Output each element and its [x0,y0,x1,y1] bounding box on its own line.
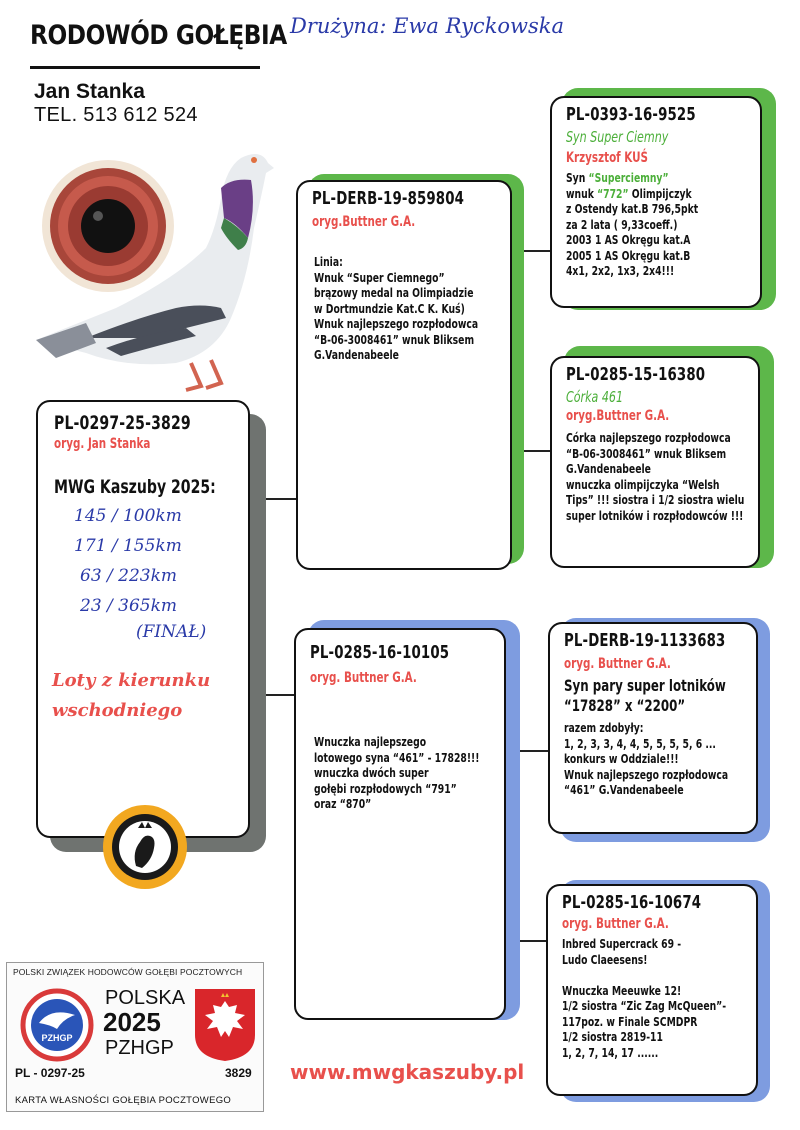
fm-line: Tips” !!! siostra i 1/2 siostra wielu [566,492,745,507]
main-bird-card [36,400,250,838]
ff-breeder: Krzysztof KUŚ [566,150,649,166]
father-line: Linia: [314,254,343,269]
mf-description [564,720,728,798]
title-underline [30,66,260,69]
main-note-line2: wschodniego [52,700,183,721]
mother-line: gołębi rozpłodowych “791” [314,780,457,796]
polish-eagle-emblem [193,987,257,1063]
main-result-3: 63 / 223km [80,566,178,586]
paternal-grandfather-card [550,96,762,308]
fm-ring-number: PL-0285-15-16380 [566,364,706,385]
fm-origin: oryg.Buttner G.A. [566,408,670,424]
ff-line: z Ostendy kat.B 796,5pkt [566,201,699,216]
mf-ring-number: PL-DERB-19-1133683 [564,630,726,651]
club-seal-logo [102,804,188,890]
fm-line: super lotników i rozpłodowców !!! [566,507,744,523]
maternal-grandmother-card [546,884,758,1096]
pigeon-eye-image [42,160,174,292]
ff-line-1 [566,170,698,186]
ff-highlight: “772” [597,185,629,201]
main-result-2: 171 / 155km [74,536,182,556]
mf-headline [564,676,726,716]
fm-line: G.Vandenabeele [566,461,651,476]
mm-line: 1/2 siostra 2819-11 [562,1029,663,1044]
ff-highlight: “Superciemny” [588,170,669,185]
fm-description [566,430,744,523]
mf-line: razem zdobyły: [564,720,644,735]
ownership-country: POLSKA [105,987,186,1009]
ownership-org: PZHGP [105,1037,174,1059]
main-note-line1: Loty z kierunku [52,670,211,691]
ownership-card-footer: KARTA WŁASNOŚCI GOŁĘBIA POCZTOWEGO [15,1095,232,1106]
main-race-heading: MWG Kaszuby 2025: [54,476,216,498]
fm-line: “B-06-3008461” wnuk Bliksem [566,445,727,461]
mm-origin: oryg. Buttner G.A. [562,916,669,932]
mm-line: 1/2 siostra “Zic Zag McQueen”- [562,998,727,1013]
mf-line: “461” G.Vandenabeele [564,782,684,797]
page-title: RODOWÓD GOŁĘBIA [30,20,287,51]
website-link[interactable]: www.mwgkaszuby.pl [290,1060,525,1084]
father-line: brązowy medal na Olimpiadzie [314,285,474,300]
ownership-ring: PL - 0297-25 [15,1066,85,1080]
father-ring-number: PL-DERB-19-859804 [312,188,465,209]
ff-line-2 [566,186,698,202]
mm-line [562,967,726,983]
team-note: Drużyna: Ewa Ryckowska [290,14,565,38]
father-line: w Dortmundzie Kat.C K. Kuś) [314,300,465,316]
mm-ring-number: PL-0285-16-10674 [562,892,702,913]
ff-text: wnuk [566,185,598,201]
mm-line: 1, 2, 7, 14, 17 ...... [562,1044,659,1060]
ownership-year: 2025 [103,1007,161,1037]
main-ring-number: PL-0297-25-3829 [54,412,191,434]
mf-headline-2: “17828” x “2200” [564,696,686,715]
mother-card [294,628,506,1020]
ownership-number: 3829 [225,1066,252,1080]
main-origin: oryg. Jan Stanka [54,436,151,452]
main-result-4: 23 / 365km [80,596,178,616]
father-description [314,254,478,363]
father-line: “B-06-3008461” wnuk Bliksem [314,331,475,347]
father-line: Wnuk “Super Ciemnego” [314,269,445,285]
mother-line: lotowego syna “461” - 17828!!! [314,749,480,765]
mother-description [314,734,479,812]
pzhgp-logo-text: PZHGP [41,1033,73,1043]
ff-line: 2003 1 AS Okręgu kat.A [566,232,691,247]
paternal-grandmother-card [550,356,760,568]
ff-line: za 2 lata ( 9,33coeff.) [566,216,678,232]
father-card [296,180,512,570]
mm-line: 117poz. w Finale SCMDPR [562,1013,698,1029]
ff-description [566,170,698,279]
mf-origin: oryg. Buttner G.A. [564,656,671,672]
father-origin: oryg.Buttner G.A. [312,214,416,230]
mf-line: konkurs w Oddziale!!! [564,751,679,766]
mother-origin: oryg. Buttner G.A. [310,670,417,686]
owner-name: Jan Stanka [34,80,145,103]
mother-ring-number: PL-0285-16-10105 [310,642,450,663]
mf-headline-1: Syn pary super lotników [564,676,726,695]
mm-description [562,936,726,1060]
ownership-card [6,962,264,1112]
ff-subtitle: Syn Super Ciemny [566,128,669,146]
maternal-grandfather-card [548,622,758,834]
mm-line: Wnuczka Meeuwke 12! [562,982,682,998]
mf-line: Wnuk najlepszego rozpłodowca [564,766,729,782]
fm-subtitle: Córka 461 [566,388,624,406]
father-line: G.Vandenabeele [314,347,399,362]
owner-phone: TEL. 513 612 524 [34,104,198,126]
ff-ring-number: PL-0393-16-9525 [566,104,696,125]
ff-text: Olimpijczyk [628,185,692,201]
mother-line: wnuczka dwóch super [314,765,429,780]
ff-line: 4x1, 2x2, 1x3, 2x4!!! [566,263,675,278]
fm-line: wnuczka olimpijczyka “Welsh [566,476,720,492]
mother-line: Wnuczka najlepszego [314,734,427,749]
pzhgp-logo [17,985,97,1065]
mm-line: Ludo Claeesens! [562,951,648,967]
main-result-final: (FINAŁ) [136,622,207,642]
mm-line: Inbred Supercrack 69 - [562,936,682,951]
father-line: Wnuk najlepszego rozpłodowca [314,316,479,331]
mother-line: oraz “870” [314,796,372,811]
ff-text: Syn [566,170,589,185]
ownership-card-header: POLSKI ZWIĄZEK HODOWCÓW GOŁĘBI POCZTOWYCH [13,967,243,977]
mf-line: 1, 2, 3, 3, 4, 4, 5, 5, 5, 5, 6 ... [564,735,716,751]
fm-line: Córka najlepszego rozpłodowca [566,430,731,445]
ff-line: 2005 1 AS Okręgu kat.B [566,247,691,263]
main-result-1: 145 / 100km [74,506,182,526]
pigeon-photo [26,128,276,398]
